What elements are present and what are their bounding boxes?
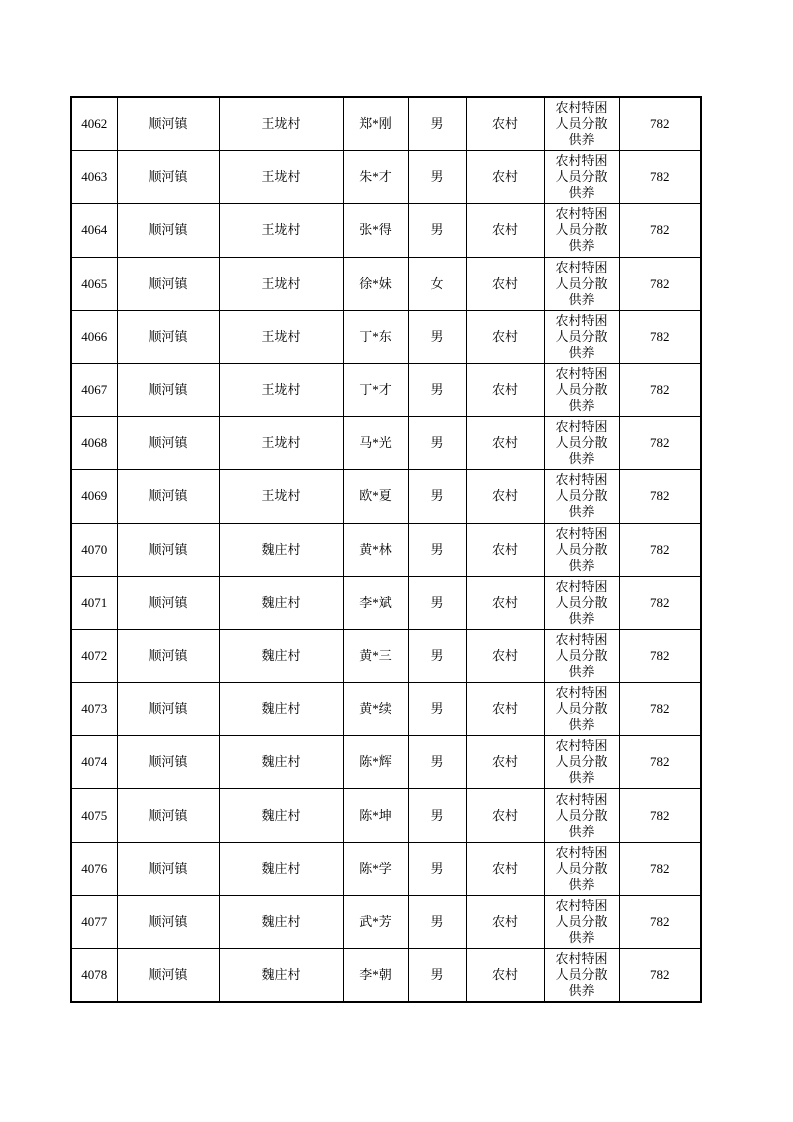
cell-area: 农村 — [466, 842, 544, 895]
cell-amount: 782 — [619, 363, 701, 416]
cell-name: 武*芳 — [343, 895, 408, 948]
cell-amount: 782 — [619, 151, 701, 204]
cell-area: 农村 — [466, 417, 544, 470]
cell-id: 4074 — [71, 736, 117, 789]
cell-amount: 782 — [619, 204, 701, 257]
category-text: 农村特困人员分散供养 — [555, 100, 608, 148]
cell-gender: 男 — [408, 363, 466, 416]
table-row — [71, 97, 701, 151]
cell-gender: 男 — [408, 310, 466, 363]
cell-id: 4066 — [71, 310, 117, 363]
cell-category — [544, 842, 619, 895]
cell-area: 农村 — [466, 736, 544, 789]
cell-amount: 782 — [619, 842, 701, 895]
cell-amount: 782 — [619, 895, 701, 948]
table-row — [71, 151, 701, 204]
cell-category — [544, 523, 619, 576]
cell-area: 农村 — [466, 363, 544, 416]
cell-id: 4068 — [71, 417, 117, 470]
category-text: 农村特困人员分散供养 — [555, 844, 608, 892]
cell-category — [544, 789, 619, 842]
cell-category — [544, 151, 619, 204]
cell-area: 农村 — [466, 151, 544, 204]
cell-amount: 782 — [619, 417, 701, 470]
table-row — [71, 576, 701, 629]
cell-town: 顺河镇 — [117, 204, 219, 257]
cell-category — [544, 470, 619, 523]
cell-gender: 男 — [408, 576, 466, 629]
cell-town: 顺河镇 — [117, 736, 219, 789]
cell-amount: 782 — [619, 576, 701, 629]
category-text: 农村特困人员分散供养 — [555, 472, 608, 520]
table-row — [71, 789, 701, 842]
cell-gender: 男 — [408, 97, 466, 151]
cell-village: 魏庄村 — [219, 523, 343, 576]
cell-amount: 782 — [619, 949, 701, 1003]
cell-id: 4077 — [71, 895, 117, 948]
cell-area: 农村 — [466, 204, 544, 257]
cell-name: 郑*刚 — [343, 97, 408, 151]
category-text: 农村特困人员分散供养 — [555, 897, 608, 945]
cell-name: 丁*东 — [343, 310, 408, 363]
cell-town: 顺河镇 — [117, 949, 219, 1003]
table-row — [71, 629, 701, 682]
cell-town: 顺河镇 — [117, 683, 219, 736]
table-row — [71, 736, 701, 789]
cell-town: 顺河镇 — [117, 576, 219, 629]
cell-id: 4062 — [71, 97, 117, 151]
table-row — [71, 310, 701, 363]
cell-category — [544, 895, 619, 948]
cell-gender: 男 — [408, 151, 466, 204]
cell-area: 农村 — [466, 949, 544, 1003]
cell-village: 魏庄村 — [219, 842, 343, 895]
table-row — [71, 204, 701, 257]
table-row — [71, 470, 701, 523]
category-text: 农村特困人员分散供养 — [555, 259, 608, 307]
category-text: 农村特困人员分散供养 — [555, 738, 608, 786]
cell-name: 陈*辉 — [343, 736, 408, 789]
cell-village: 王垅村 — [219, 151, 343, 204]
cell-category — [544, 204, 619, 257]
cell-id: 4065 — [71, 257, 117, 310]
cell-name: 李*朝 — [343, 949, 408, 1003]
cell-amount: 782 — [619, 470, 701, 523]
category-text: 农村特困人员分散供养 — [555, 631, 608, 679]
cell-category — [544, 417, 619, 470]
cell-village: 魏庄村 — [219, 576, 343, 629]
cell-village: 王垅村 — [219, 97, 343, 151]
cell-village: 王垅村 — [219, 257, 343, 310]
cell-id: 4078 — [71, 949, 117, 1003]
cell-area: 农村 — [466, 97, 544, 151]
cell-name: 黄*续 — [343, 683, 408, 736]
cell-amount: 782 — [619, 310, 701, 363]
table-row — [71, 895, 701, 948]
category-text: 农村特困人员分散供养 — [555, 312, 608, 360]
cell-id: 4071 — [71, 576, 117, 629]
cell-village: 魏庄村 — [219, 895, 343, 948]
cell-category — [544, 683, 619, 736]
cell-name: 黄*林 — [343, 523, 408, 576]
cell-gender: 男 — [408, 949, 466, 1003]
cell-amount: 782 — [619, 523, 701, 576]
cell-gender: 男 — [408, 736, 466, 789]
cell-village: 魏庄村 — [219, 789, 343, 842]
table-row — [71, 363, 701, 416]
cell-area: 农村 — [466, 257, 544, 310]
cell-area: 农村 — [466, 523, 544, 576]
cell-category — [544, 736, 619, 789]
cell-town: 顺河镇 — [117, 257, 219, 310]
table-row — [71, 949, 701, 1003]
cell-town: 顺河镇 — [117, 417, 219, 470]
cell-area: 农村 — [466, 576, 544, 629]
cell-village: 王垅村 — [219, 363, 343, 416]
category-text: 农村特困人员分散供养 — [555, 153, 608, 201]
cell-category — [544, 363, 619, 416]
cell-gender: 男 — [408, 204, 466, 257]
cell-town: 顺河镇 — [117, 470, 219, 523]
table-row — [71, 523, 701, 576]
cell-town: 顺河镇 — [117, 895, 219, 948]
cell-amount: 782 — [619, 683, 701, 736]
cell-name: 朱*才 — [343, 151, 408, 204]
table-row — [71, 842, 701, 895]
category-text: 农村特困人员分散供养 — [555, 951, 608, 999]
category-text: 农村特困人员分散供养 — [555, 525, 608, 573]
cell-village: 王垅村 — [219, 204, 343, 257]
cell-name: 陈*学 — [343, 842, 408, 895]
cell-category — [544, 310, 619, 363]
cell-name: 陈*坤 — [343, 789, 408, 842]
cell-village: 魏庄村 — [219, 629, 343, 682]
cell-town: 顺河镇 — [117, 789, 219, 842]
cell-village: 魏庄村 — [219, 736, 343, 789]
table-body — [71, 97, 701, 1002]
cell-village: 王垅村 — [219, 417, 343, 470]
category-text: 农村特困人员分散供养 — [555, 685, 608, 733]
cell-id: 4064 — [71, 204, 117, 257]
cell-id: 4067 — [71, 363, 117, 416]
category-text: 农村特困人员分散供养 — [555, 206, 608, 254]
table-row — [71, 683, 701, 736]
cell-gender: 男 — [408, 417, 466, 470]
category-text: 农村特困人员分散供养 — [555, 419, 608, 467]
cell-village: 魏庄村 — [219, 683, 343, 736]
cell-name: 张*得 — [343, 204, 408, 257]
cell-gender: 男 — [408, 683, 466, 736]
cell-category — [544, 629, 619, 682]
cell-gender: 男 — [408, 629, 466, 682]
cell-area: 农村 — [466, 895, 544, 948]
cell-gender: 男 — [408, 523, 466, 576]
cell-id: 4063 — [71, 151, 117, 204]
cell-town: 顺河镇 — [117, 151, 219, 204]
beneficiary-table — [70, 96, 702, 1003]
cell-id: 4073 — [71, 683, 117, 736]
cell-area: 农村 — [466, 683, 544, 736]
table-row — [71, 257, 701, 310]
cell-area: 农村 — [466, 629, 544, 682]
cell-amount: 782 — [619, 629, 701, 682]
cell-town: 顺河镇 — [117, 842, 219, 895]
cell-gender: 男 — [408, 895, 466, 948]
cell-gender: 男 — [408, 789, 466, 842]
category-text: 农村特困人员分散供养 — [555, 366, 608, 414]
cell-category — [544, 97, 619, 151]
cell-name: 黄*三 — [343, 629, 408, 682]
cell-amount: 782 — [619, 736, 701, 789]
cell-id: 4076 — [71, 842, 117, 895]
cell-town: 顺河镇 — [117, 363, 219, 416]
category-text: 农村特困人员分散供养 — [555, 578, 608, 626]
cell-gender: 男 — [408, 842, 466, 895]
cell-amount: 782 — [619, 97, 701, 151]
cell-area: 农村 — [466, 310, 544, 363]
cell-id: 4072 — [71, 629, 117, 682]
cell-village: 魏庄村 — [219, 949, 343, 1003]
cell-category — [544, 257, 619, 310]
cell-name: 徐*妹 — [343, 257, 408, 310]
cell-area: 农村 — [466, 789, 544, 842]
cell-id: 4075 — [71, 789, 117, 842]
cell-name: 丁*才 — [343, 363, 408, 416]
cell-town: 顺河镇 — [117, 523, 219, 576]
cell-id: 4070 — [71, 523, 117, 576]
table-row — [71, 417, 701, 470]
cell-category — [544, 949, 619, 1003]
cell-town: 顺河镇 — [117, 310, 219, 363]
cell-name: 李*斌 — [343, 576, 408, 629]
cell-amount: 782 — [619, 789, 701, 842]
cell-gender: 男 — [408, 470, 466, 523]
cell-town: 顺河镇 — [117, 97, 219, 151]
cell-gender: 女 — [408, 257, 466, 310]
category-text: 农村特困人员分散供养 — [555, 791, 608, 839]
cell-town: 顺河镇 — [117, 629, 219, 682]
cell-village: 王垅村 — [219, 310, 343, 363]
cell-area: 农村 — [466, 470, 544, 523]
cell-id: 4069 — [71, 470, 117, 523]
cell-category — [544, 576, 619, 629]
cell-amount: 782 — [619, 257, 701, 310]
cell-village: 王垅村 — [219, 470, 343, 523]
cell-name: 欧*夏 — [343, 470, 408, 523]
cell-name: 马*光 — [343, 417, 408, 470]
